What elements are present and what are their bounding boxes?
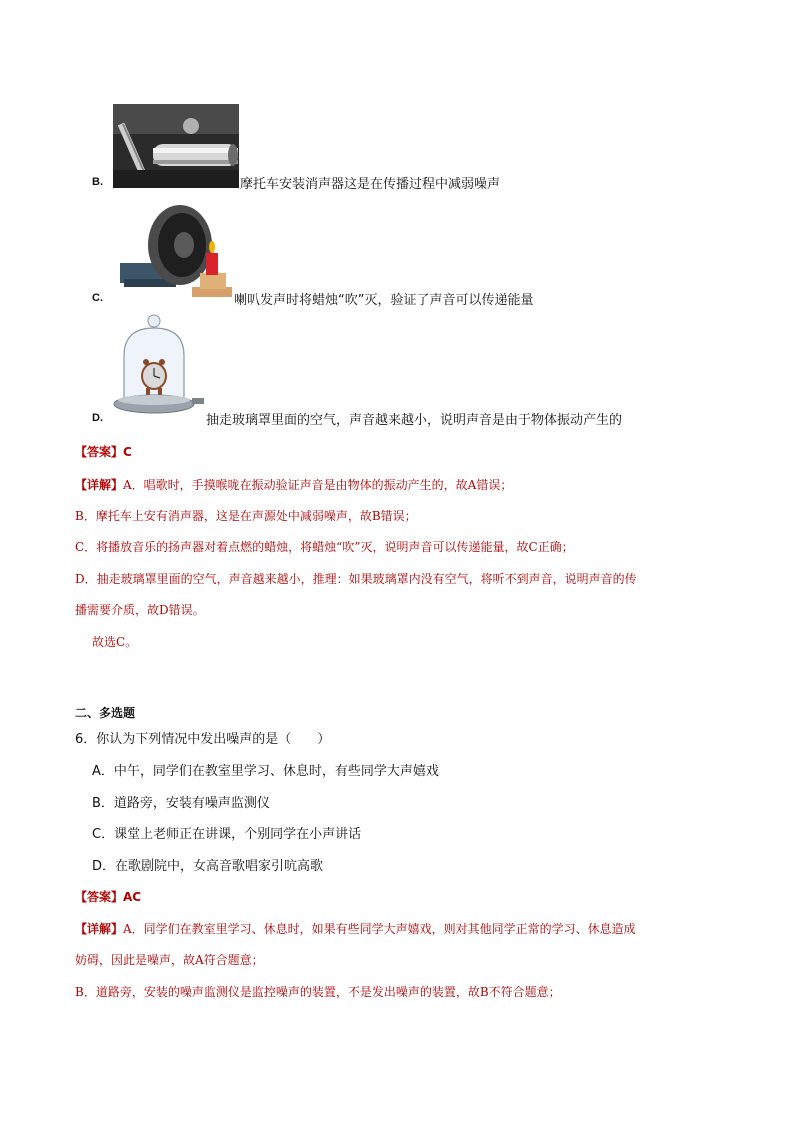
detail-2-line-1: 妨碍，因此是噪声，故A符合题意； xyxy=(75,953,264,967)
answer-tag: 【答案】 xyxy=(75,890,124,904)
question-6-option-d: D．在歌剧院中，女高音歌唱家引吭高歌 xyxy=(92,859,324,874)
option-d-text: 抽走玻璃罩里面的空气，声音越来越小，说明声音是由于物体振动产生的 xyxy=(206,413,623,428)
detail-tag: 【详解】 xyxy=(75,478,124,492)
option-d-label: D. xyxy=(92,412,103,424)
detail-1-line-4: 播需要介质，故D错误。 xyxy=(75,603,205,617)
question-6-option-b: B．道路旁，安装有噪声监测仪 xyxy=(92,796,270,811)
motorcycle-muffler-photo xyxy=(113,104,239,188)
answer-value: AC xyxy=(123,890,142,904)
question-6-option-c: C．课堂上老师正在讲课，个别同学在小声讲话 xyxy=(92,827,362,842)
answer-tag: 【答案】 xyxy=(75,445,124,459)
section-title: 二、多选题 xyxy=(75,706,136,720)
option-b-label: B. xyxy=(92,176,103,188)
detail-text: A．同学们在教室里学习、休息时，如果有些同学大声嬉戏，则对其他同学正常的学习、休息造成 xyxy=(123,922,636,936)
detail-1-conclusion: 故选C。 xyxy=(92,635,138,649)
detail-2-line-0 xyxy=(75,920,636,937)
option-b-text: 摩托车安装消声器这是在传播过程中减弱噪声 xyxy=(240,177,501,192)
option-c-text: 喇叭发声时将蜡烛“吹”灭，验证了声音可以传递能量 xyxy=(234,293,534,308)
detail-2-line-2: B．道路旁，安装的噪声监测仪是监控噪声的装置，不是发出噪声的装置，故B不符合题意； xyxy=(75,985,561,999)
option-c-label: C. xyxy=(92,292,103,304)
detail-1-line-0 xyxy=(75,476,512,493)
answer-value: C xyxy=(123,445,132,459)
detail-1-line-3: D．抽走玻璃罩里面的空气，声音越来越小，推理：如果玻璃罩内没有空气，将听不到声音，说明声音的传 xyxy=(75,572,637,586)
question-6-stem: 6．你认为下列情况中发出噪声的是（ ） xyxy=(75,732,331,747)
detail-1-line-1: B．摩托车上安有消声器，这是在声源处中减弱噪声，故B错误； xyxy=(75,509,417,523)
detail-tag: 【详解】 xyxy=(75,922,124,936)
detail-1-line-2: C．将播放音乐的扬声器对着点燃的蜡烛，将蜡烛“吹”灭，说明声音可以传递能量，故C正确； xyxy=(75,540,574,554)
answer-1 xyxy=(75,443,132,460)
detail-text: A．唱歌时，手摸喉咙在振动验证声音是由物体的振动产生的，故A错误； xyxy=(123,478,513,492)
speaker-candle-picture xyxy=(118,203,234,299)
answer-2 xyxy=(75,888,141,905)
question-6-option-a: A．中午，同学们在教室里学习、休息时，有些同学大声嬉戏 xyxy=(92,764,439,779)
bell-jar-alarm-clock-picture xyxy=(112,312,210,420)
